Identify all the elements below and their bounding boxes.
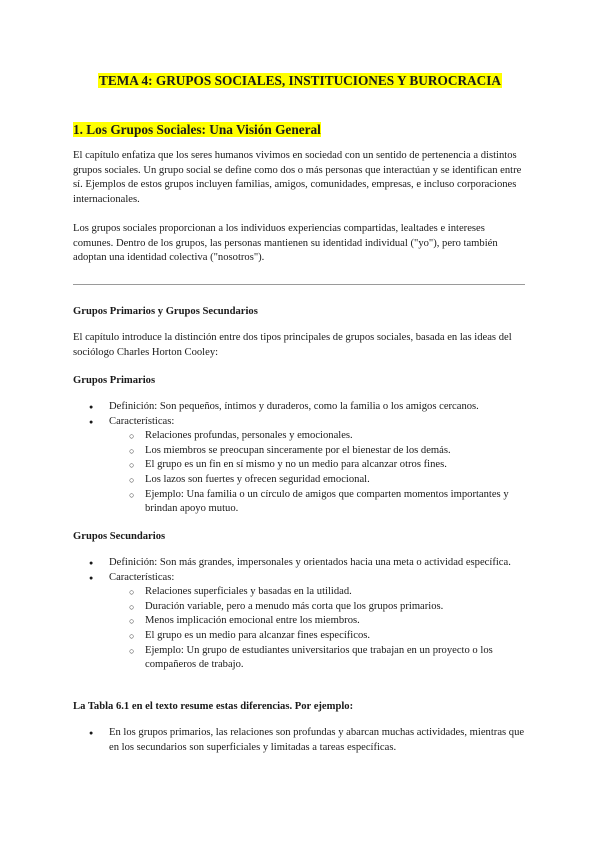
subheading-primarios-secundarios: Grupos Primarios y Grupos Secundarios (73, 306, 258, 317)
sublist-caracteristicas-secundarios (109, 585, 533, 673)
paragraph-intro-cooley: El capítulo introduce la distinción entre dos tipos principales de grupos sociales, basada en las ideas del sociólogo Charles Horton Cooley: (73, 332, 512, 358)
list-grupos-primarios (73, 400, 533, 517)
paragraph-identidad: Los grupos sociales proporcionan a los individuos experiencias compartidas, lealtades e intereses comunes. Dentro de los grupos, las personas mantienen su identidad individual ("yo"), pero también adoptan una identidad colectiva ("nosotros"). (73, 223, 498, 264)
sublist-item: ○ Ejemplo: Un grupo de estudiantes universitarios que trabajan en un proyecto o los compañeros de trabajo. (109, 644, 533, 673)
sublist-item: ○ Menos implicación emocional entre los miembros. (109, 614, 533, 629)
sublist-item: ○ Los miembros se preocupan sinceramente por el bienestar de los demás. (109, 444, 533, 459)
horizontal-divider (73, 284, 525, 285)
document-title: TEMA 4: GRUPOS SOCIALES, INSTITUCIONES Y BUROCRACIA (98, 73, 502, 88)
sublist-item: ○ Los lazos son fuertes y ofrecen seguridad emocional. (109, 473, 533, 488)
sublist-item: ○ Ejemplo: Una familia o un círculo de amigos que comparten momentos importantes y brindan apoyo mutuo. (109, 488, 533, 517)
sublist-item: ○ El grupo es un fin en sí mismo y no un medio para alcanzar otros fines. (109, 458, 533, 473)
section-heading-grupos-sociales (73, 122, 321, 138)
sublist-item: ○ El grupo es un medio para alcanzar fines específicos. (109, 629, 533, 644)
subheading-tabla-6-1: La Tabla 6.1 en el texto resume estas diferencias. Por ejemplo: (73, 701, 354, 712)
sublist-item: ○ Relaciones profundas, personales y emocionales. (109, 429, 533, 444)
section-heading-text: 1. Los Grupos Sociales: Una Visión General (73, 122, 321, 137)
list-grupos-secundarios (73, 556, 533, 673)
sublist-item: ○ Relaciones superficiales y basadas en la utilidad. (109, 585, 533, 600)
list-item-diferencia: ● En los grupos primarios, las relaciones son profundas y abarcan muchas actividades, mientras que en los secundarios son superficiales y limitadas a tareas específicas. (73, 726, 533, 755)
paragraph-definicion-grupo: El capítulo enfatiza que los seres humanos vivimos en sociedad con un sentido de pertenencia a distintos grupos sociales. Un grupo social se define como dos o más personas que interactúan y se identifican entre sí. Ejemplos de estos grupos incluyen familias, amigos, comunidades, empresas, e incluso corporaciones internacionales. (73, 150, 522, 205)
subheading-grupos-primarios: Grupos Primarios (73, 375, 156, 386)
list-item-caracteristicas: ● Características: ○ Relaciones profundas, personales y emocionales. ○ Los miembros se preocupan sinceramente por el bienestar de los demás. ○ El grupo es un fin en sí mismo y no un medio para alcanzar otros fines. ○ Los lazos son fuertes y ofrecen seguridad emocional. ○ Ejemplo: Una familia o un círculo de amigos que comparten momentos importantes y brindan apoyo mutuo. (73, 415, 533, 517)
list-item-definicion: ● Definición: Son pequeños, íntimos y duraderos, como la familia o los amigos cercanos. (73, 400, 533, 415)
title-wrap (0, 72, 600, 90)
subheading-grupos-secundarios: Grupos Secundarios (73, 531, 166, 542)
list-item-caracteristicas: ● Características: ○ Relaciones superficiales y basadas en la utilidad. ○ Duración variable, pero a menudo más corta que los grupos primarios. ○ Menos implicación emocional entre los miembros. ○ El grupo es un medio para alcanzar fines específicos. ○ Ejemplo: Un grupo de estudiantes universitarios que trabajan en un proyecto o los compañeros de trabajo. (73, 571, 533, 673)
list-item-definicion: ● Definición: Son más grandes, impersonales y orientados hacia una meta o actividad específica. (73, 556, 533, 571)
sublist-item: ○ Duración variable, pero a menudo más corta que los grupos primarios. (109, 600, 533, 615)
sublist-caracteristicas-primarios (109, 429, 533, 517)
list-tabla-diferencias (73, 726, 533, 755)
